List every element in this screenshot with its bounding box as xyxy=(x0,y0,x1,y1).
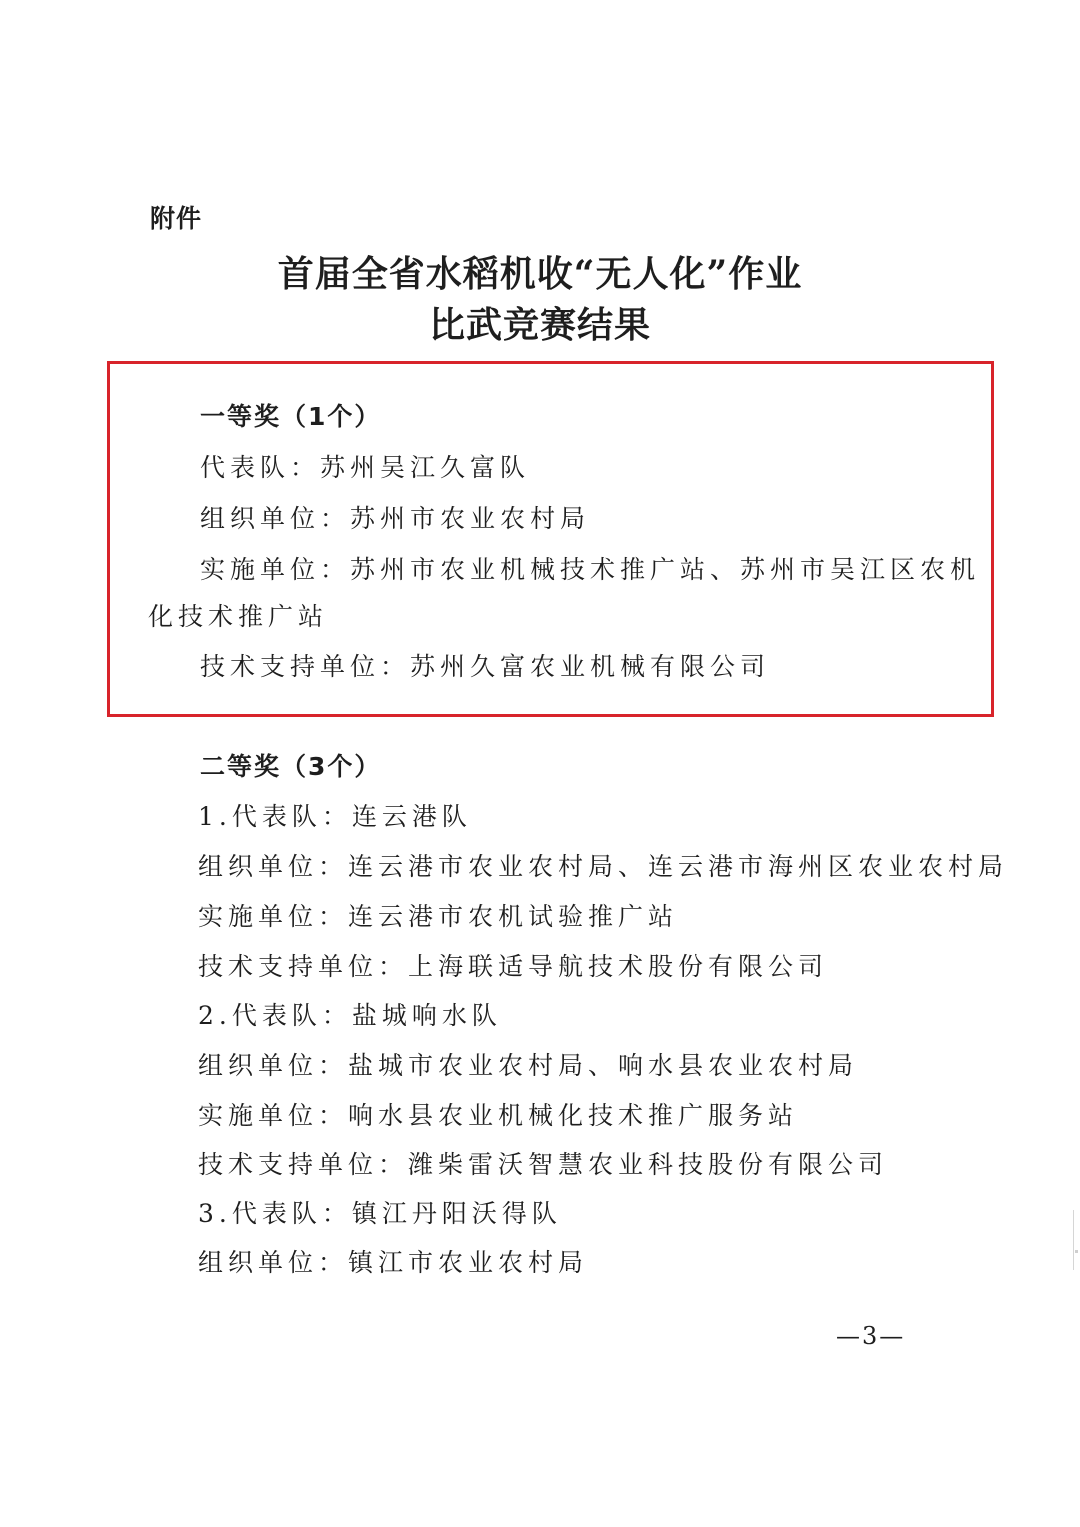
first-prize-implementer: 实施单位：苏州市农业机械技术推广站、苏州市吴江区农机 xyxy=(200,555,981,584)
second-prize-team-1: 1.代表队：连云港队 xyxy=(198,802,472,831)
second-prize-implementer-1: 实施单位：连云港市农机试验推广站 xyxy=(198,902,679,931)
second-prize-organizer-2: 组织单位：盐城市农业农村局、响水县农业农村局 xyxy=(198,1051,859,1080)
first-prize-tech-support: 技术支持单位：苏州久富农业机械有限公司 xyxy=(200,652,771,681)
second-prize-heading: 二等奖（3个） xyxy=(200,752,382,781)
attachment-label: 附件 xyxy=(150,204,203,233)
second-prize-organizer-1: 组织单位：连云港市农业农村局、连云港市海州区农业农村局 xyxy=(198,852,1009,881)
document-title-line-1: 首届全省水稻机收“无人化”作业 xyxy=(277,253,803,295)
page-number: —3— xyxy=(836,1322,906,1350)
second-prize-tech-support-1: 技术支持单位：上海联适导航技术股份有限公司 xyxy=(198,952,829,981)
second-prize-implementer-2: 实施单位：响水县农业机械化技术推广服务站 xyxy=(198,1101,799,1130)
first-prize-organizer: 组织单位：苏州市农业农村局 xyxy=(200,504,591,533)
scan-speck xyxy=(1075,1250,1078,1253)
second-prize-tech-support-2: 技术支持单位：潍柴雷沃智慧农业科技股份有限公司 xyxy=(198,1150,889,1179)
first-prize-team: 代表队：苏州吴江久富队 xyxy=(200,453,531,482)
second-prize-team-3: 3.代表队：镇江丹阳沃得队 xyxy=(198,1199,562,1228)
second-prize-team-2: 2.代表队：盐城响水队 xyxy=(198,1001,502,1030)
first-prize-implementer-cont: 化技术推广站 xyxy=(148,602,329,631)
scan-edge-mark xyxy=(1073,1210,1080,1270)
second-prize-organizer-3: 组织单位：镇江市农业农村局 xyxy=(198,1248,589,1277)
first-prize-heading: 一等奖（1个） xyxy=(200,402,382,431)
document-title-line-2: 比武竞赛结果 xyxy=(428,304,651,346)
